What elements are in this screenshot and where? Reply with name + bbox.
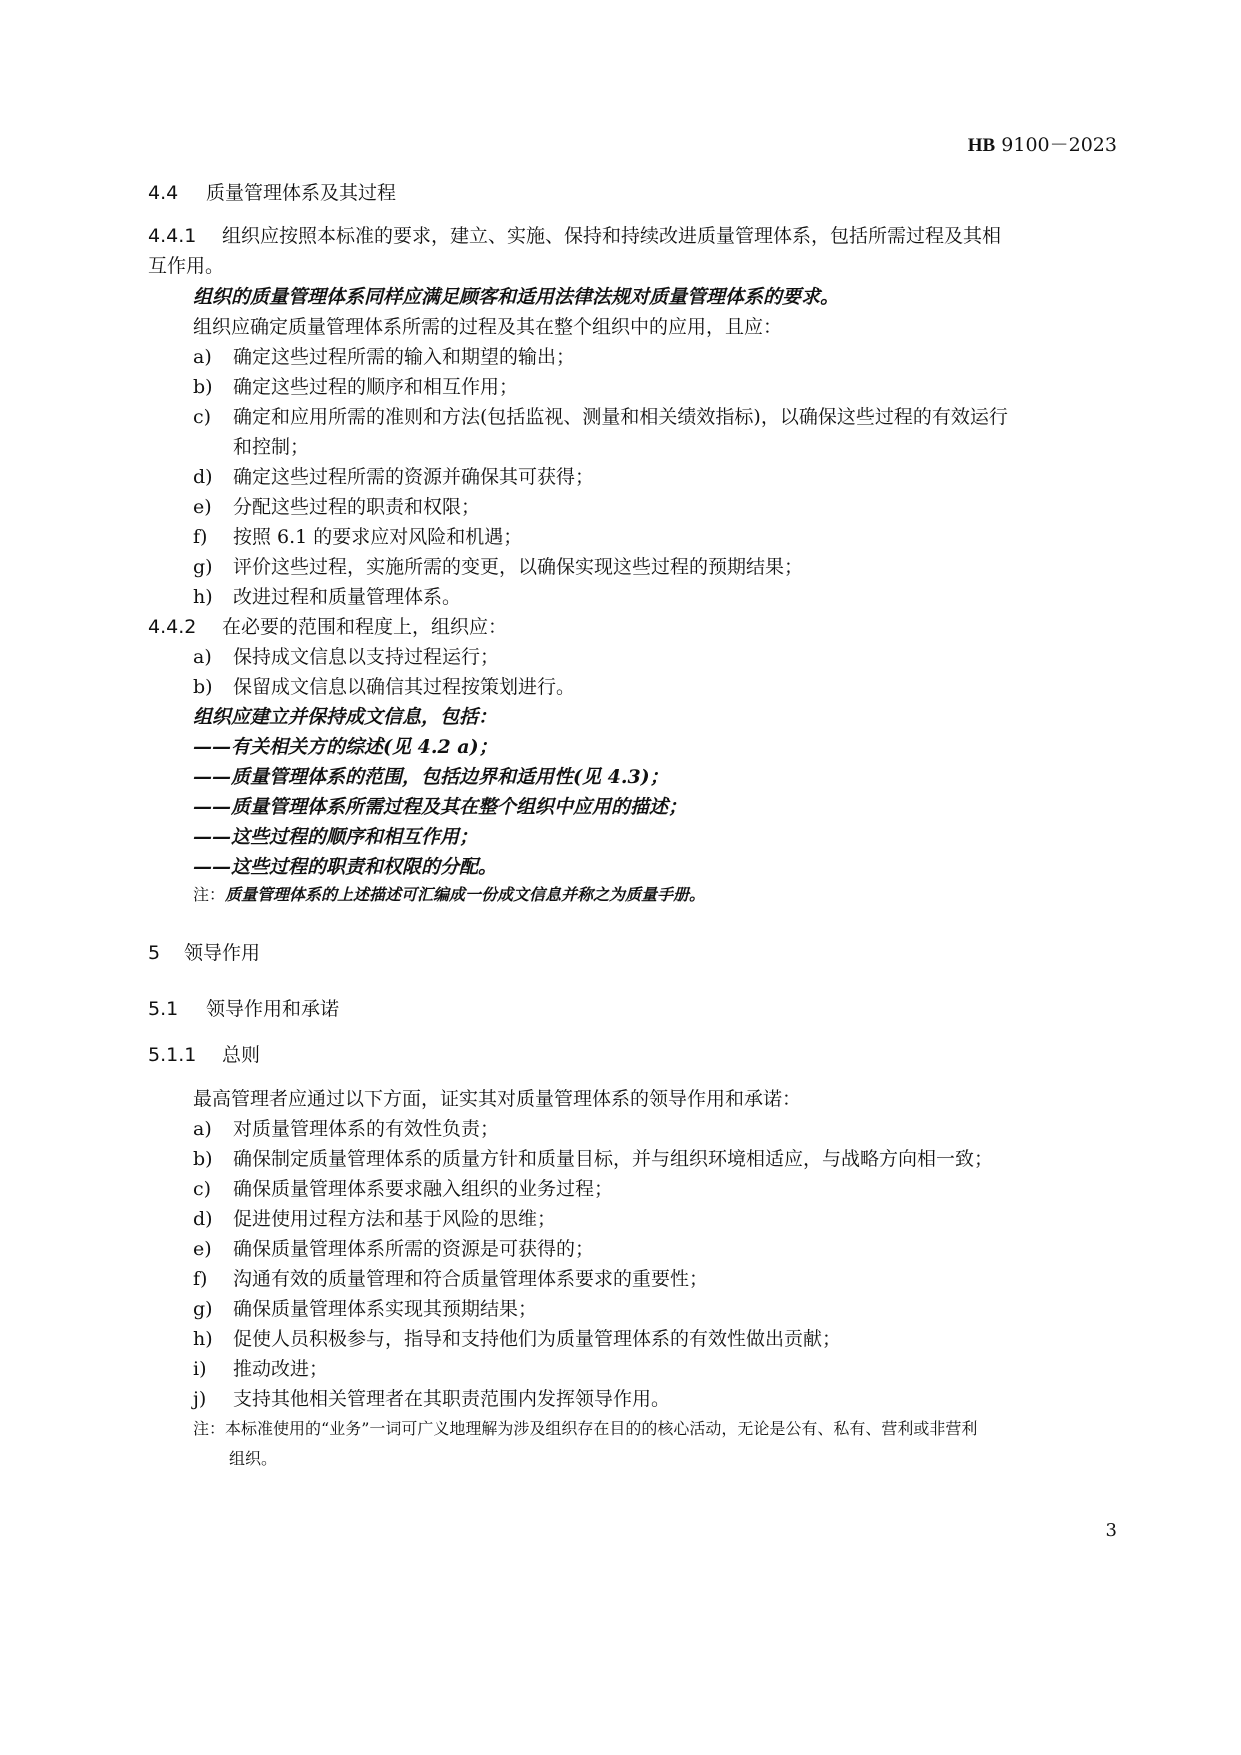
list-item-continuation: 和控制； [233, 436, 310, 458]
list-marker: g) [193, 1298, 213, 1320]
clause-number: 4.4.1 [148, 225, 197, 247]
chapter-title: 领导作用 [184, 942, 261, 964]
list-marker: a) [193, 646, 212, 668]
clause-text-continuation: 互作用。 [148, 255, 225, 277]
list-item-text: 支持其他相关管理者在其职责范围内发挥领导作用。 [233, 1388, 671, 1410]
list-marker: f) [193, 526, 208, 548]
chapter-number: 5 [148, 942, 161, 964]
list-item-text: 评价这些过程，实施所需的变更，以确保实现这些过程的预期结果； [233, 556, 804, 578]
list-item [193, 464, 594, 490]
list-marker: j) [193, 1388, 207, 1410]
list-item [193, 374, 518, 400]
list-item-text: 保留成文信息以确信其过程按策划进行。 [233, 676, 576, 698]
standard-prefix: HB [967, 135, 996, 156]
list-item-text: 确定和应用所需的准则和方法(包括监视、测量和相关绩效指标)，以确保这些过程的有效运行 [233, 406, 1008, 428]
list-marker: a) [193, 346, 212, 368]
bold-dash-item: ——质量管理体系的范围，包括边界和适用性(见 4.3)； [193, 766, 669, 788]
list-item-text: 促使人员积极参与，指导和支持他们为质量管理体系的有效性做出贡献； [233, 1328, 842, 1350]
list-item [193, 1266, 708, 1292]
list-item [193, 404, 1008, 430]
list-item [193, 554, 803, 580]
list-item [193, 344, 575, 370]
list-item [193, 1116, 499, 1142]
list-item-text: 确定这些过程的顺序和相互作用； [233, 376, 519, 398]
list-marker: c) [193, 406, 212, 428]
list-marker: e) [193, 496, 212, 518]
list-item [193, 1386, 670, 1412]
list-marker: f) [193, 1268, 208, 1290]
section-heading-4-4 [148, 178, 396, 205]
section-number: 5.1 [148, 998, 179, 1020]
section-number: 4.4 [148, 182, 179, 204]
subsection-title: 总则 [222, 1044, 261, 1066]
list-item [193, 1176, 613, 1202]
list-item-text: 对质量管理体系的有效性负责； [233, 1118, 500, 1140]
list-marker: b) [193, 1148, 213, 1170]
list-item [193, 1296, 537, 1322]
clause-number: 4.4.2 [148, 616, 197, 638]
clause-text: 在必要的范围和程度上，组织应： [222, 616, 508, 638]
list-marker: c) [193, 1178, 212, 1200]
list-marker: b) [193, 376, 213, 398]
list-item [193, 524, 522, 550]
list-item-text: 分配这些过程的职责和权限； [233, 496, 481, 518]
list-marker: h) [193, 586, 213, 608]
list-marker: a) [193, 1118, 212, 1140]
list-item-text: 改进过程和质量管理体系。 [233, 586, 462, 608]
note [193, 884, 705, 906]
list-item [193, 1356, 328, 1382]
chapter-heading-5 [148, 938, 260, 965]
list-item-text: 确定这些过程所需的输入和期望的输出； [233, 346, 576, 368]
list-marker: e) [193, 1238, 212, 1260]
standard-number: 9100－2023 [1001, 134, 1117, 156]
list-item [193, 494, 480, 520]
note-label: 注： [193, 885, 226, 904]
list-item-text: 保持成文信息以支持过程运行； [233, 646, 500, 668]
list-marker: i) [193, 1358, 207, 1380]
list-marker: g) [193, 556, 213, 578]
clause-4-4-1 [148, 223, 1001, 249]
list-item [193, 1236, 594, 1262]
list-marker: b) [193, 676, 213, 698]
list-item-text: 按照 6.1 的要求应对风险和机遇； [233, 526, 523, 548]
clause-4-4-2 [148, 614, 507, 640]
list-item [193, 584, 461, 610]
list-item [193, 644, 499, 670]
bold-list-intro: 组织应建立并保持成文信息，包括： [193, 706, 498, 728]
list-item-text: 确定这些过程所需的资源并确保其可获得； [233, 466, 595, 488]
page-number: 3 [1105, 1520, 1117, 1541]
section-heading-5-1 [148, 994, 339, 1021]
list-intro: 最高管理者应通过以下方面，证实其对质量管理体系的领导作用和承诺： [193, 1088, 802, 1110]
note-label: 注： [193, 1419, 226, 1438]
bold-dash-item: ——这些过程的职责和权限的分配。 [193, 856, 498, 878]
bold-dash-item: ——有关相关方的综述(见 4.2 a)； [193, 736, 498, 758]
list-item-text: 确保质量管理体系要求融入组织的业务过程； [233, 1178, 614, 1200]
list-item-text: 确保质量管理体系所需的资源是可获得的； [233, 1238, 595, 1260]
bold-dash-item: ——质量管理体系所需过程及其在整个组织中应用的描述； [193, 796, 688, 818]
list-item-text: 促进使用过程方法和基于风险的思维； [233, 1208, 557, 1230]
subsection-number: 5.1.1 [148, 1044, 197, 1066]
section-title: 质量管理体系及其过程 [206, 182, 397, 204]
bold-dash-item: ——这些过程的顺序和相互作用； [193, 826, 479, 848]
list-item-text: 推动改进； [233, 1358, 329, 1380]
bold-requirement: 组织的质量管理体系同样应满足顾客和适用法律法规对质量管理体系的要求。 [193, 286, 840, 308]
list-item [193, 1326, 841, 1352]
list-item [193, 1146, 993, 1172]
list-item [193, 674, 575, 700]
list-marker: d) [193, 1208, 213, 1230]
standard-code [968, 130, 1117, 157]
list-item-text: 确保质量管理体系实现其预期结果； [233, 1298, 538, 1320]
note-text: 本标准使用的“业务”一词可广义地理解为涉及组织存在目的的核心活动，无论是公有、私有、营利或非营利 [225, 1419, 978, 1438]
list-marker: h) [193, 1328, 213, 1350]
note-text: 质量管理体系的上述描述可汇编成一份成文信息并称之为质量手册。 [225, 885, 706, 904]
list-marker: d) [193, 466, 213, 488]
subsection-heading-5-1-1 [148, 1040, 260, 1067]
clause-text: 组织应按照本标准的要求，建立、实施、保持和持续改进质量管理体系，包括所需过程及其相 [222, 225, 1002, 247]
note-continuation: 组织。 [229, 1449, 278, 1468]
list-item-text: 沟通有效的质量管理和符合质量管理体系要求的重要性； [233, 1268, 709, 1290]
note [193, 1418, 977, 1440]
list-item-text: 确保制定质量管理体系的质量方针和质量目标，并与组织环境相适应，与战略方向相一致； [233, 1148, 994, 1170]
list-intro: 组织应确定质量管理体系所需的过程及其在整个组织中的应用，且应： [193, 316, 783, 338]
list-item [193, 1206, 556, 1232]
section-title: 领导作用和承诺 [206, 998, 340, 1020]
